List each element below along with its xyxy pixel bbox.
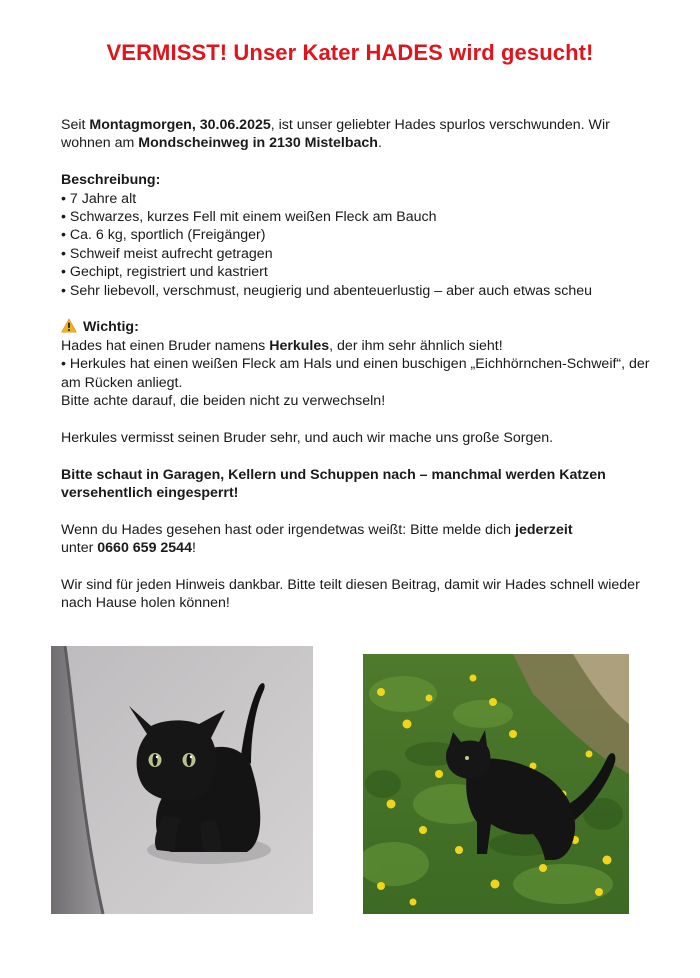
anytime-text: jederzeit	[515, 521, 573, 538]
list-item: • Gechipt, registriert und kastriert	[61, 264, 268, 281]
confusion-warning: Bitte achte darauf, die beiden nicht zu verwechseln!	[61, 393, 386, 410]
missing-date: Montagmorgen, 30.06.2025	[89, 117, 271, 133]
cat-photo-garden	[363, 654, 629, 914]
worry-paragraph: Herkules vermisst seinen Bruder sehr, und auch wir mache uns große Sorgen.	[61, 429, 554, 446]
brother-description: • Herkules hat einen weißen Fleck am Hals und einen buschigen „Eichhörnchen-Schweif“, der am Rücken anliegt.	[61, 356, 650, 391]
list-item: • Ca. 6 kg, sportlich (Freigänger)	[61, 227, 266, 244]
cat-photo-carpet	[51, 646, 313, 914]
list-item: • Sehr liebevoll, verschmust, neugierig und abenteuerlustig – aber auch etwas scheu	[61, 282, 593, 299]
home-address: Mondscheinweg in 2130 Mistelbach	[138, 135, 378, 152]
flyer-body	[61, 116, 651, 613]
warning-icon	[61, 318, 77, 333]
thanks-paragraph: Wir sind für jeden Hinweis dankbar. Bitte teilt diesen Beitrag, damit wir Hades schnell wieder nach Hause holen können!	[61, 577, 640, 612]
intro-paragraph: Seit Montagmorgen, 30.06.2025, ist unser geliebter Hades spurlos verschwunden. Wir wohnen am Mondscheinweg in 2130 Mistelbach.	[61, 117, 610, 152]
list-item: • Schweif meist aufrecht getragen	[61, 245, 273, 262]
brother-name: Herkules	[269, 337, 330, 354]
description-heading: Beschreibung:	[61, 172, 161, 189]
search-hint: Bitte schaut in Garagen, Kellern und Schuppen nach – manchmal werden Katzen versehentlich eingesperrt!	[61, 466, 606, 502]
contact-paragraph: Wenn du Hades gesehen hast oder irgendetwas weißt: Bitte melde dich jederzeit unter 0660 659 2544!	[61, 521, 573, 557]
page-title: VERMISST! Unser Kater HADES wird gesucht!	[106, 40, 594, 65]
phone-number: 0660 659 2544	[97, 540, 192, 557]
brother-note: Hades hat einen Bruder namens Herkules, der ihm sehr ähnlich sieht!	[61, 337, 503, 354]
list-item: • Schwarzes, kurzes Fell mit einem weißen Fleck am Bauch	[61, 209, 437, 226]
list-item: • 7 Jahre alt	[61, 190, 137, 207]
important-heading: Wichtig:	[61, 318, 651, 336]
